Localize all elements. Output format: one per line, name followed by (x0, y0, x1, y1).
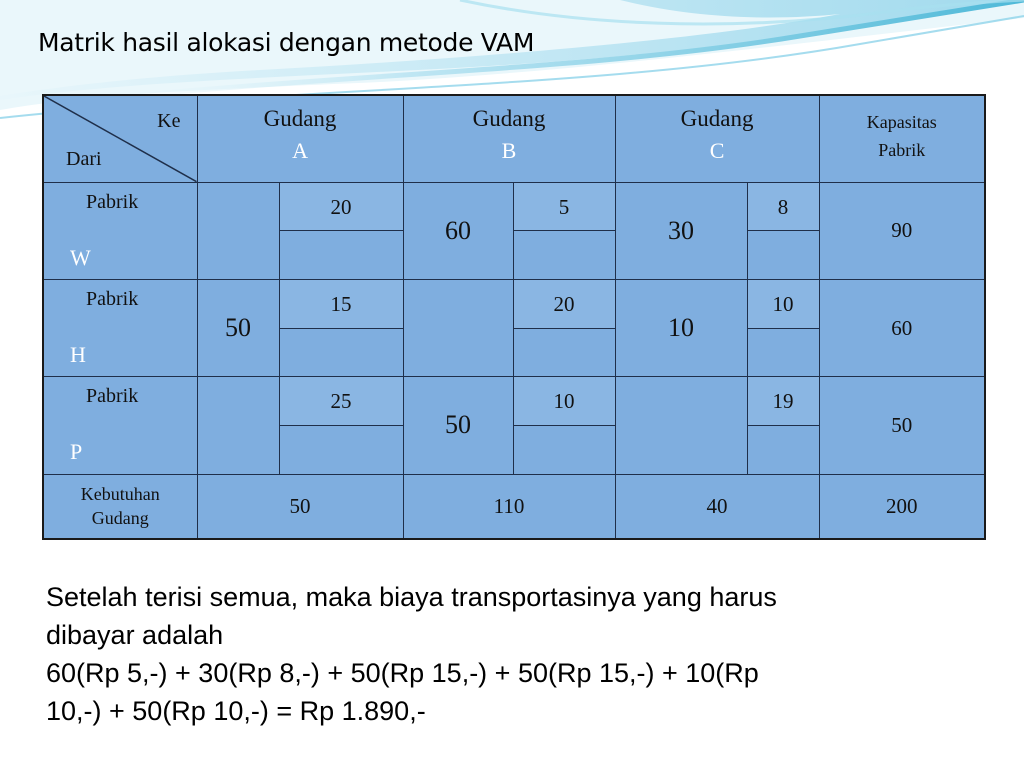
empty-subcell (513, 231, 615, 280)
alloc-w-a (197, 182, 279, 279)
demand-c: 40 (615, 474, 819, 539)
empty-subcell (279, 425, 403, 474)
cost-p-c: 19 (747, 377, 819, 426)
corner-label-dari: Dari (66, 148, 102, 170)
total-demand: 200 (819, 474, 985, 539)
paragraph-line: Setelah terisi semua, maka biaya transportasinya yang harus (46, 582, 777, 612)
header-kapasitas-pabrik (819, 95, 985, 182)
slide-title: Matrik hasil alokasi dengan metode VAM (38, 28, 535, 57)
empty-subcell (747, 328, 819, 377)
cost-p-a: 25 (279, 377, 403, 426)
footer-label-kebutuhan-gudang (43, 474, 197, 539)
capacity-h: 60 (819, 279, 985, 376)
header-kapasitas-line2: Pabrik (878, 140, 926, 160)
header-gudang-a (197, 95, 403, 182)
cost-h-a: 15 (279, 279, 403, 328)
paragraph-line: 60(Rp 5,-) + 30(Rp 8,-) + 50(Rp 15,-) + 50(Rp 15,-) + 10(Rp (46, 658, 759, 688)
cost-w-a: 20 (279, 182, 403, 231)
footer-label-line2: Gudang (91, 508, 149, 529)
row-label-pabrik-p (43, 377, 197, 474)
row-label-pabrik: Pabrik (86, 287, 139, 310)
empty-subcell (747, 231, 819, 280)
alloc-w-c: 30 (615, 182, 747, 279)
row-label-pabrik-w (43, 182, 197, 279)
alloc-h-a: 50 (197, 279, 279, 376)
cost-w-b: 5 (513, 182, 615, 231)
row-label-letter: H (70, 341, 86, 367)
alloc-h-c: 10 (615, 279, 747, 376)
header-kapasitas-line1: Kapasitas (866, 112, 937, 132)
row-label-letter: W (70, 244, 91, 270)
alloc-p-c (615, 377, 747, 474)
row-label-pabrik: Pabrik (86, 190, 139, 213)
cost-w-c: 8 (747, 182, 819, 231)
corner-label-ke: Ke (157, 110, 181, 132)
paragraph-line: dibayar adalah (46, 620, 224, 650)
demand-a: 50 (197, 474, 403, 539)
row-label-pabrik-h (43, 279, 197, 376)
demand-b: 110 (403, 474, 615, 539)
header-gudang-c (615, 95, 819, 182)
corner-header-cell (43, 95, 197, 182)
row-label-letter: P (70, 439, 83, 465)
capacity-w: 90 (819, 182, 985, 279)
explanation-paragraph (46, 578, 986, 730)
empty-subcell (513, 425, 615, 474)
alloc-p-a (197, 377, 279, 474)
header-gudang-name: Gudang (680, 106, 754, 131)
paragraph-line: 10,-) + 50(Rp 10,-) = Rp 1.890,- (46, 696, 426, 726)
header-gudang-letter: A (292, 138, 308, 163)
alloc-p-b: 50 (403, 377, 513, 474)
alloc-h-b (403, 279, 513, 376)
header-gudang-name: Gudang (263, 106, 337, 131)
row-label-pabrik: Pabrik (86, 385, 139, 408)
header-gudang-letter: B (501, 138, 517, 163)
cost-h-c: 10 (747, 279, 819, 328)
vam-allocation-table (42, 94, 986, 540)
empty-subcell (747, 425, 819, 474)
empty-subcell (279, 328, 403, 377)
cost-p-b: 10 (513, 377, 615, 426)
capacity-p: 50 (819, 377, 985, 474)
header-gudang-letter: C (709, 138, 725, 163)
footer-label-line1: Kebutuhan (80, 484, 160, 505)
alloc-w-b: 60 (403, 182, 513, 279)
header-gudang-b (403, 95, 615, 182)
empty-subcell (513, 328, 615, 377)
cost-h-b: 20 (513, 279, 615, 328)
header-gudang-name: Gudang (472, 106, 546, 131)
empty-subcell (279, 231, 403, 280)
